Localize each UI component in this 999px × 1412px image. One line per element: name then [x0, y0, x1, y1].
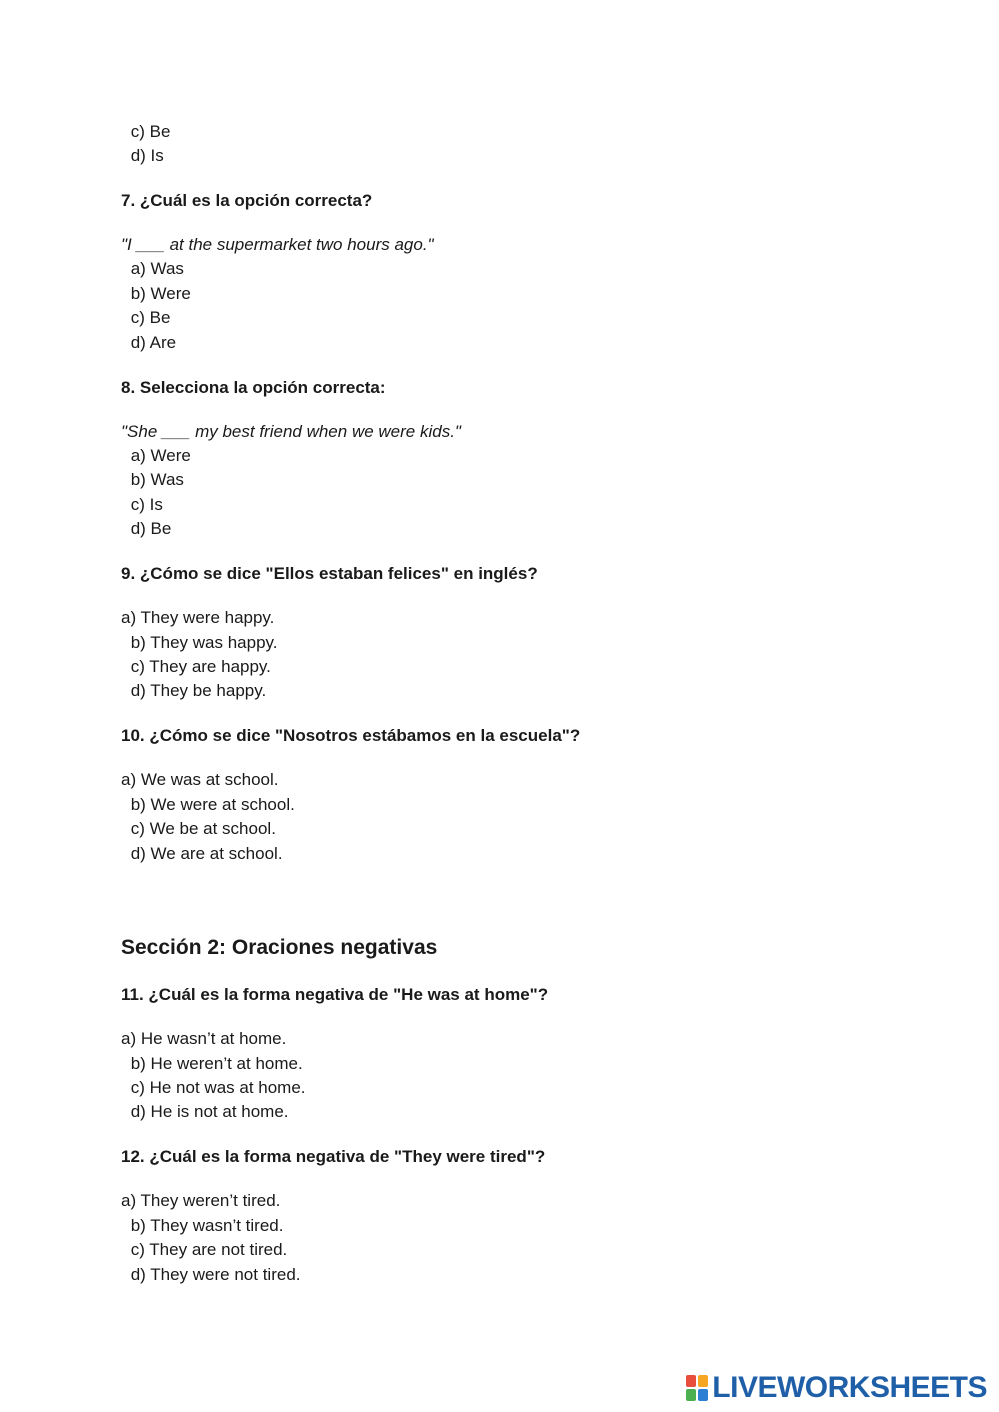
option-q11-a[interactable]: a) He wasn’t at home. — [121, 1029, 287, 1048]
option-q9-c[interactable]: c) They are happy. — [126, 657, 271, 676]
option-q11-c[interactable]: c) He not was at home. — [126, 1078, 306, 1097]
question-9-title: 9. ¿Cómo se dice "Ellos estaban felices" en inglés? — [121, 564, 538, 583]
option-q7-c[interactable]: c) Be — [126, 308, 171, 327]
option-q9-d[interactable]: d) They be happy. — [126, 681, 267, 700]
option-q11-b[interactable]: b) He weren’t at home. — [126, 1054, 303, 1073]
option-q7-d[interactable]: d) Are — [126, 333, 177, 352]
option-q9-b[interactable]: b) They was happy. — [126, 633, 278, 652]
option-q8-c[interactable]: c) Is — [126, 495, 163, 514]
logo-blocks-icon — [686, 1375, 708, 1401]
question-7-title: 7. ¿Cuál es la opción correcta? — [121, 191, 373, 210]
option-q10-d[interactable]: d) We are at school. — [126, 844, 283, 863]
option-q6-c[interactable]: c) Be — [126, 122, 171, 141]
option-q7-a[interactable]: a) Was — [126, 259, 184, 278]
option-q12-c[interactable]: c) They are not tired. — [126, 1240, 288, 1259]
option-q10-c[interactable]: c) We be at school. — [126, 819, 276, 838]
option-q10-b[interactable]: b) We were at school. — [126, 795, 295, 814]
option-q11-d[interactable]: d) He is not at home. — [126, 1102, 289, 1121]
option-q12-b[interactable]: b) They wasn’t tired. — [126, 1216, 284, 1235]
section-2-heading: Sección 2: Oraciones negativas — [121, 936, 438, 959]
option-q12-d[interactable]: d) They were not tired. — [126, 1265, 301, 1284]
option-q8-d[interactable]: d) Be — [126, 519, 172, 538]
question-8-prompt: "She ___ my best friend when we were kids." — [121, 422, 461, 441]
logo-text: LIVEWORKSHEETS — [712, 1371, 987, 1404]
option-q8-b[interactable]: b) Was — [126, 470, 184, 489]
question-10-title: 10. ¿Cómo se dice "Nosotros estábamos en la escuela"? — [121, 726, 581, 745]
option-q6-d[interactable]: d) Is — [126, 146, 164, 165]
question-12-title: 12. ¿Cuál es la forma negativa de "They were tired"? — [121, 1147, 546, 1166]
question-7-prompt: "I ___ at the supermarket two hours ago." — [121, 235, 434, 254]
option-q10-a[interactable]: a) We was at school. — [121, 770, 279, 789]
option-q8-a[interactable]: a) Were — [126, 446, 191, 465]
option-q9-a[interactable]: a) They were happy. — [121, 608, 275, 627]
option-q7-b[interactable]: b) Were — [126, 284, 191, 303]
option-q12-a[interactable]: a) They weren’t tired. — [121, 1191, 281, 1210]
question-8-title: 8. Selecciona la opción correcta: — [121, 378, 386, 397]
liveworksheets-logo[interactable] — [686, 1370, 987, 1406]
question-11-title: 11. ¿Cuál es la forma negativa de "He was at home"? — [121, 985, 549, 1004]
